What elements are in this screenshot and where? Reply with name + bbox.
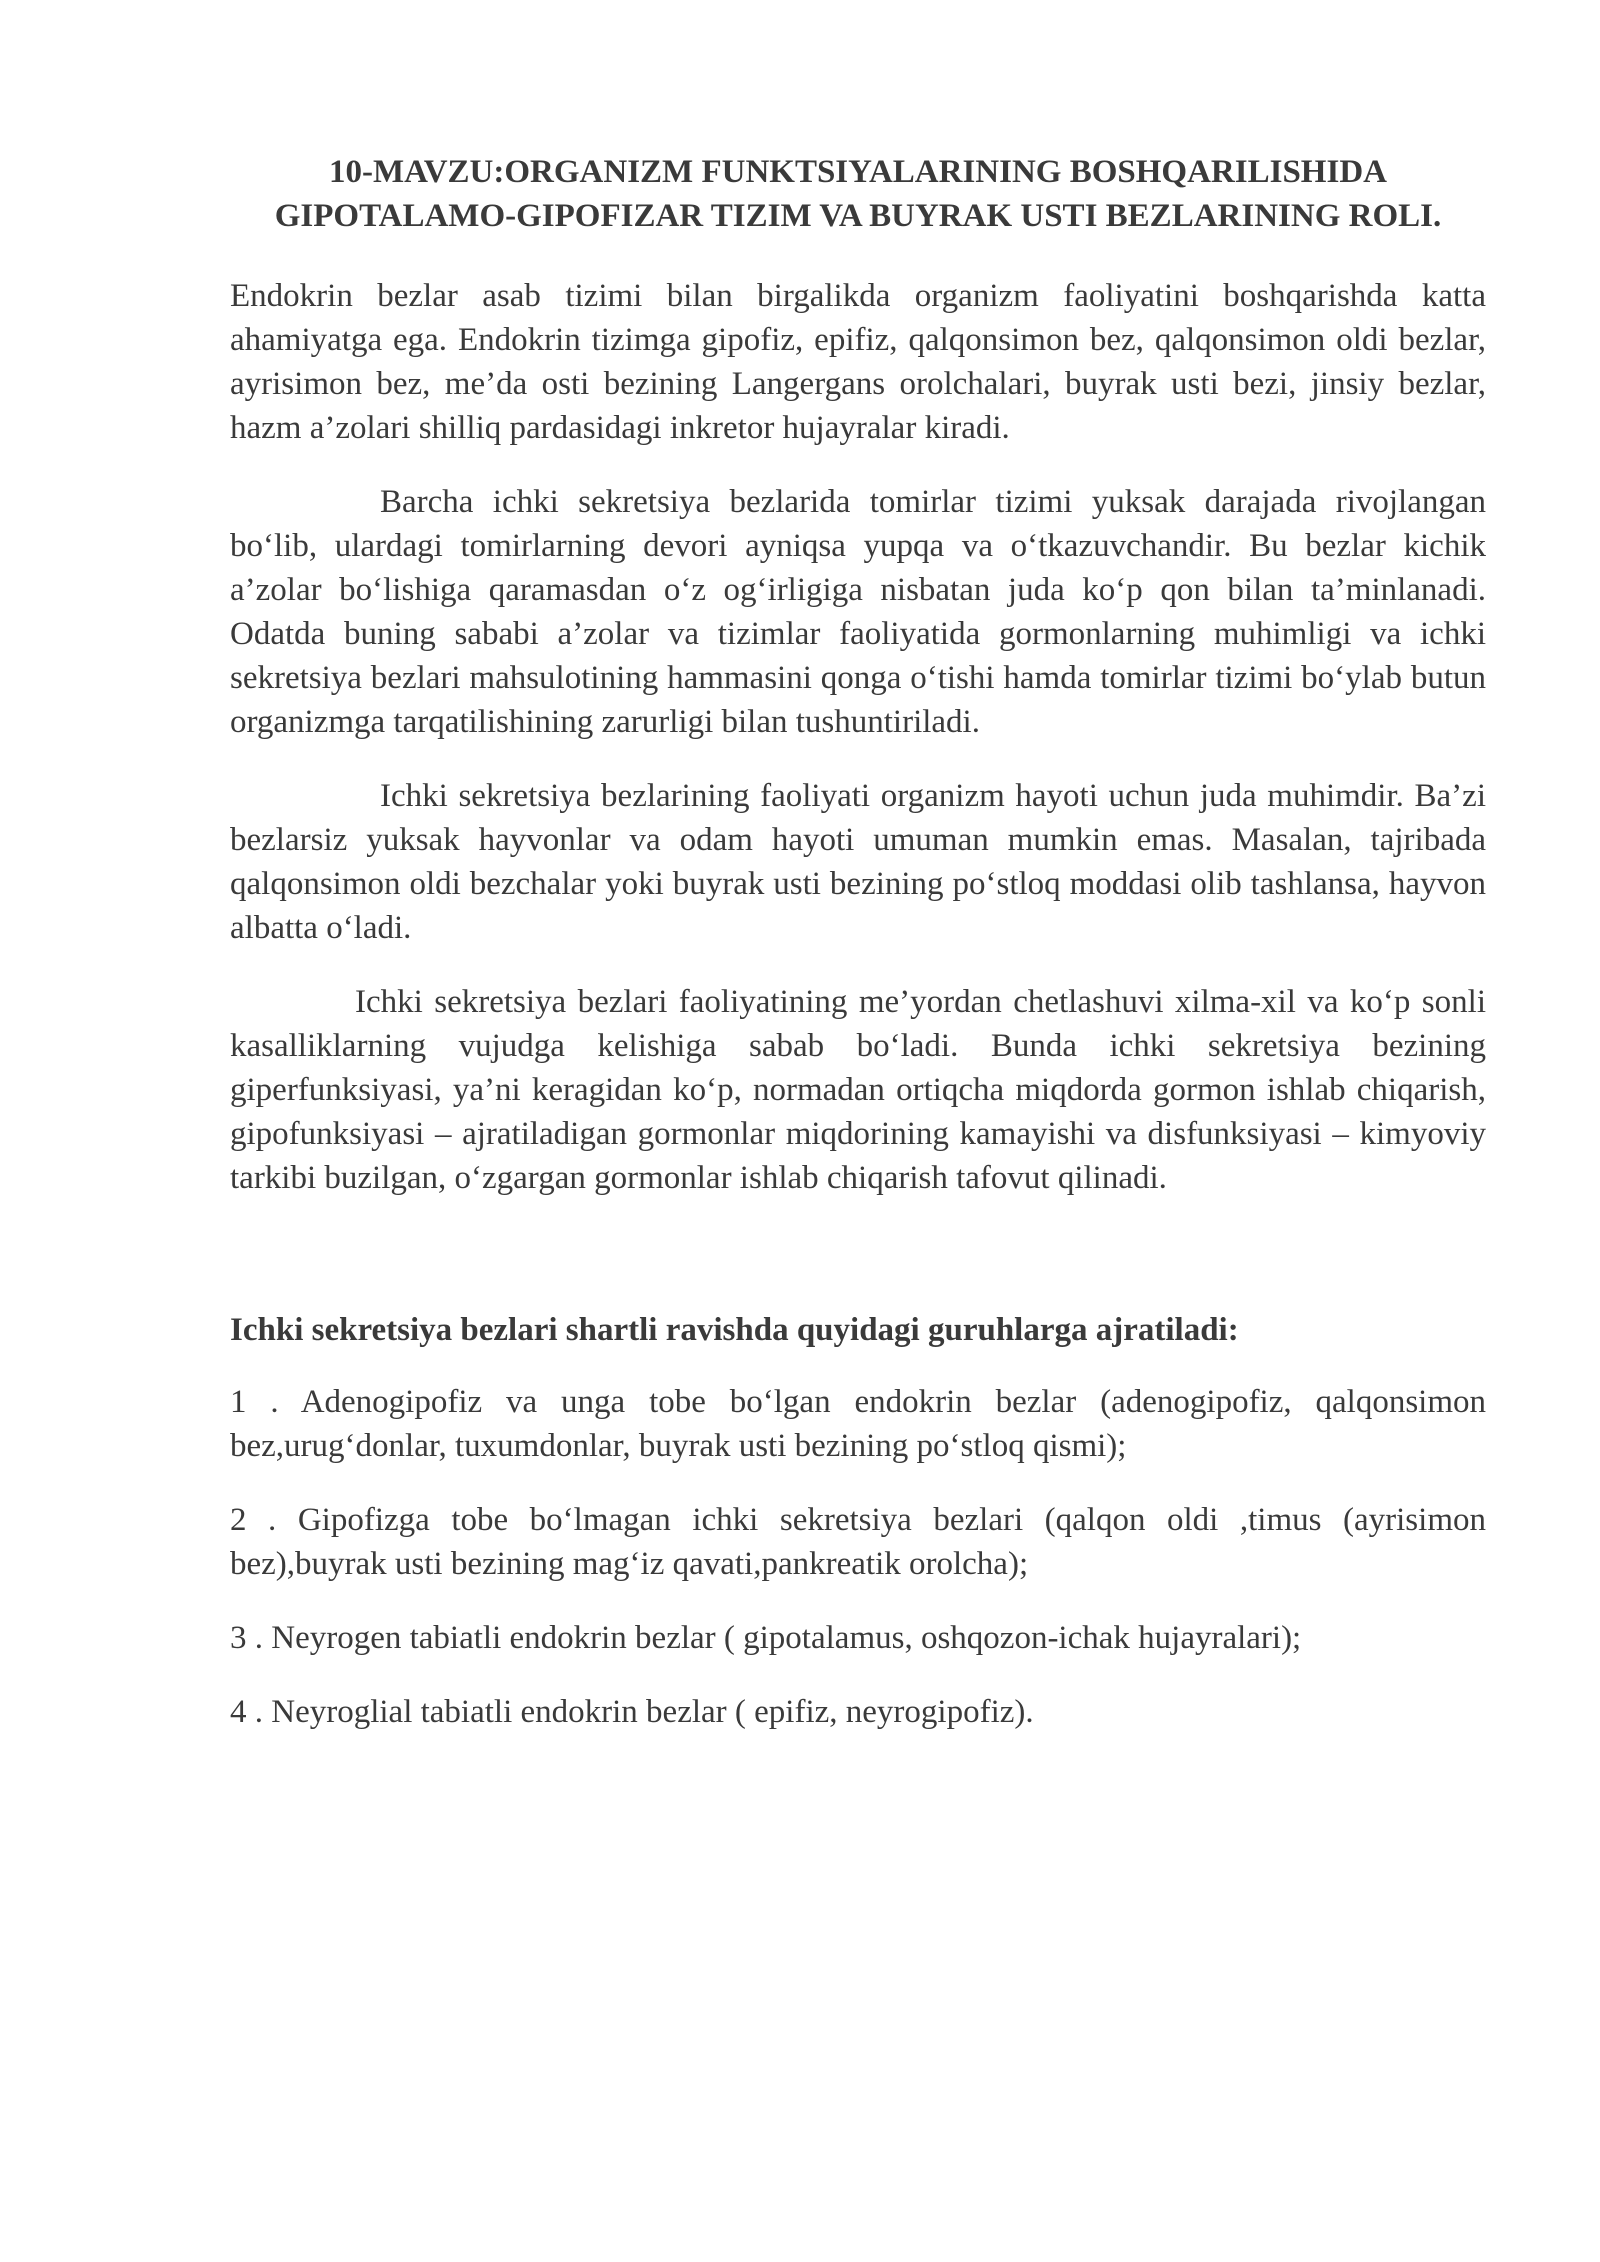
page-title: 10-MAVZU:ORGANIZM FUNKTSIYALARINING BOSHQARILISHIDA GIPOTALAMO-GIPOFIZAR TIZIM VA BUYRAK USTI BEZLARINING ROLI. — [274, 154, 1442, 234]
list-item-2: 2 . Gipofizga tobe bo‘lmagan ichki sekretsiya bezlari (qalqon oldi ,timus (ayrisimon bez),buyrak usti bezining mag‘iz qavati,pankreatik orolcha); — [230, 1502, 1486, 1582]
paragraph-4: Ichki sekretsiya bezlari faoliyatining me’yordan chetlashuvi xilma-xil va ko‘p sonli kasalliklarning vujudga kelishiga sabab bo‘ladi. Bunda ichki sekretsiya bezining giperfunksiyasi, ya’ni keragidan ko‘p, normadan ortiqcha miqdorda gormon ishlab chiqarish, gipofunksiyasi – ajratiladigan gormonlar miqdorining kamayishi va disfunksiyasi – kimyoviy tarkibi buzilgan, o‘zgargan gormonlar ishlab chiqarish tafovut qilinadi. — [230, 984, 1486, 1196]
list-item-3: 3 . Neyrogen tabiatli endokrin bezlar ( gipotalamus, oshqozon-ichak hujayralari); — [230, 1620, 1302, 1656]
list-item-4: 4 . Neyroglial tabiatli endokrin bezlar ( epifiz, neyrogipofiz). — [230, 1694, 1034, 1730]
paragraph-1: Endokrin bezlar asab tizimi bilan birgalikda organizm faoliyatini boshqarishda katta ahamiyatga ega. Endokrin tizimga gipofiz, epifiz, qalqonsimon bez, qalqonsimon oldi bezlar, ayrisimon bez, me’da osti bezining Langergans orolchalari, buyrak usti bezi, jinsiy bezlar, hazm a’zolari shilliq pardasidagi inkretor hujayralar kiradi. — [230, 278, 1486, 446]
document-page — [230, 150, 1486, 1764]
paragraph-2: Barcha ichki sekretsiya bezlarida tomirlar tizimi yuksak darajada rivojlangan bo‘lib, ulardagi tomirlarning devori ayniqsa yupqa va o‘tkazuvchandir. Bu bezlar kichik a’zolar bo‘lishiga qaramasdan o‘z og‘irligiga nisbatan juda ko‘p qon bilan ta’minlanadi. Odatda buning sababi a’zolar va tizimlar faoliyatida gormonlarning muhimligi va ichki sekretsiya bezlari mahsulotining hammasini qonga o‘tishi hamda tomirlar tizimi bo‘ylab butun organizmga tarqatilishining zarurligi bilan tushuntiriladi. — [230, 484, 1486, 740]
section-heading: Ichki sekretsiya bezlari shartli ravishda quyidagi guruhlarga ajratiladi: — [230, 1312, 1239, 1348]
list-item-1: 1 . Adenogipofiz va unga tobe bo‘lgan endokrin bezlar (adenogipofiz, qalqonsimon bez,urug‘donlar, tuxumdonlar, buyrak usti bezining po‘stloq qismi); — [230, 1384, 1486, 1464]
paragraph-3: Ichki sekretsiya bezlarining faoliyati organizm hayoti uchun juda muhimdir. Ba’zi bezlarsiz yuksak hayvonlar va odam hayoti umuman mumkin emas. Masalan, tajribada qalqonsimon oldi bezchalar yoki buyrak usti bezining po‘stloq moddasi olib tashlansa, hayvon albatta o‘ladi. — [230, 778, 1486, 946]
